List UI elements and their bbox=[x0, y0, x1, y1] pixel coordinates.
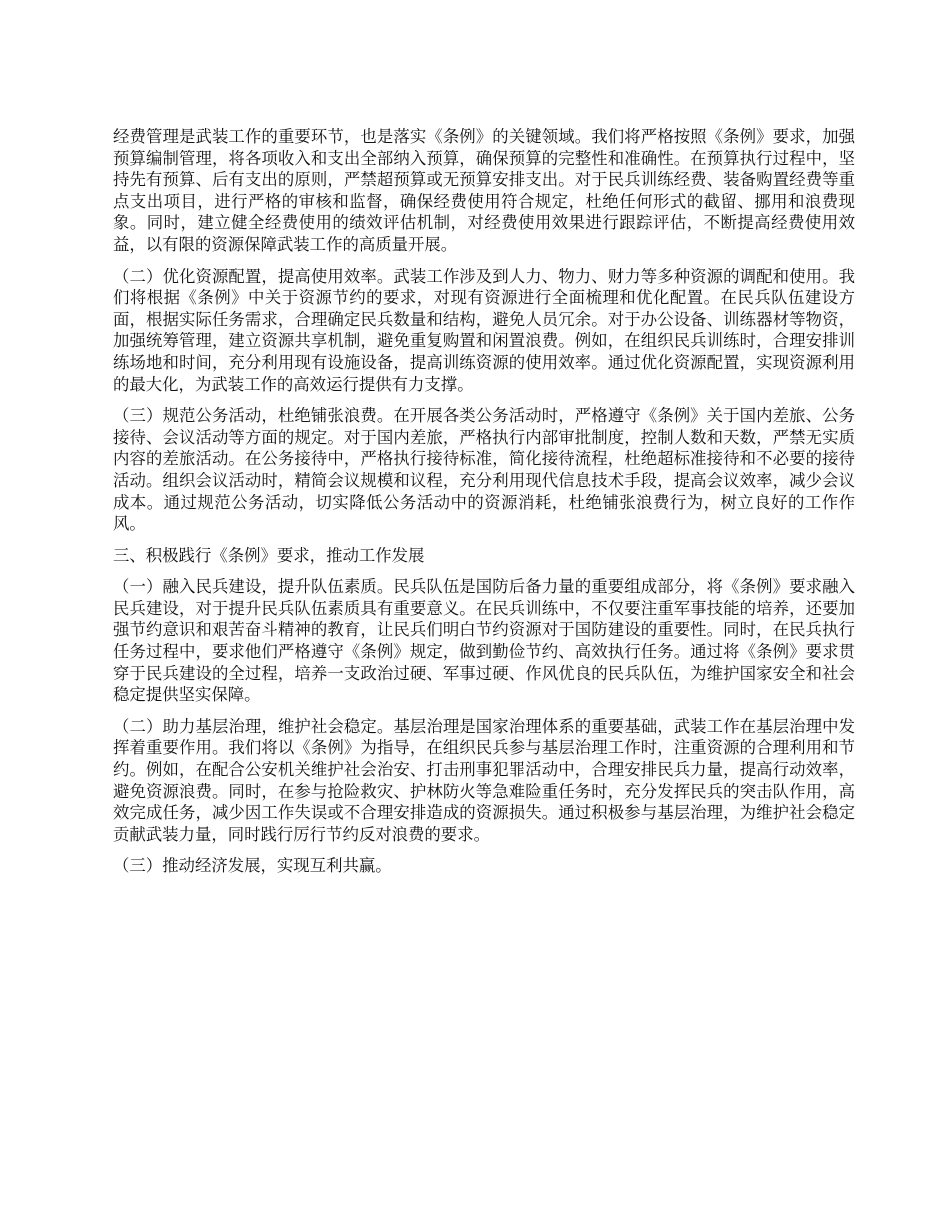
paragraph-militia-building: （一）融入民兵建设，提升队伍素质。民兵队伍是国防后备力量的重要组成部分，将《条例》要求融入民兵建设，对于提升民兵队伍素质具有重要意义。在民兵训练中，不仅要注重军事技能的培养，还要加强节约意识和艰苦奋斗精神的教育，让民兵们明白节约资源对于国防建设的重要性。同时，在民兵执行任务过程中，要求他们严格遵守《条例》规定，做到勤俭节约、高效执行任务。通过将《条例》要求贯穿于民兵建设的全过程，培养一支政治过硬、军事过硬、作风优良的民兵队伍，为维护国家安全和社会稳定提供坚实保障。 bbox=[113, 577, 855, 705]
paragraph-resource-allocation: （二）优化资源配置，提高使用效率。武装工作涉及到人力、物力、财力等多种资源的调配和使用。我们将根据《条例》中关于资源节约的要求，对现有资源进行全面梳理和优化配置。在民兵队伍建设方面，根据实际任务需求，合理确定民兵数量和结构，避免人员冗余。对于办公设备、训练器材等物资，加强统筹管理，建立资源共享机制，避免重复购置和闲置浪费。例如，在组织民兵训练时，合理安排训练场地和时间，充分利用现有设施设备，提高训练资源的使用效率。通过优化资源配置，实现资源利用的最大化，为武装工作的高效运行提供有力支撑。 bbox=[113, 266, 855, 394]
section-heading-3: 三、积极践行《条例》要求，推动工作发展 bbox=[113, 545, 425, 565]
paragraph-official-activities: （三）规范公务活动，杜绝铺张浪费。在开展各类公务活动时，严格遵守《条例》关于国内差旅、公务接待、会议活动等方面的规定。对于国内差旅，严格执行内部审批制度，控制人数和天数，严禁无实质内容的差旅活动。在公务接待中，严格执行接待标准，简化接待流程，杜绝超标准接待和不必要的接待活动。组织会议活动时，精简会议规模和议程，充分利用现代信息技术手段，提高会议效率，减少会议成本。通过规范公务活动，切实降低公务活动中的资源消耗，杜绝铺张浪费行为，树立良好的工作作风。 bbox=[113, 406, 855, 534]
paragraph-grassroots-governance: （二）助力基层治理，维护社会稳定。基层治理是国家治理体系的重要基础，武装工作在基层治理中发挥着重要作用。我们将以《条例》为指导，在组织民兵参与基层治理工作时，注重资源的合理利用和节约。例如，在配合公安机关维护社会治安、打击刑事犯罪活动中，合理安排民兵力量，提高行动效率，避免资源浪费。同时，在参与抢险救灾、护林防火等急难险重任务时，充分发挥民兵的突击队作用，高效完成任务，减少因工作失误或不合理安排造成的资源损失。通过积极参与基层治理，为维护社会稳定贡献武装力量，同时践行厉行节约反对浪费的要求。 bbox=[113, 716, 855, 844]
document-page bbox=[113, 126, 855, 887]
paragraph-budget-management: 经费管理是武装工作的重要环节，也是落实《条例》的关键领域。我们将严格按照《条例》要求，加强预算编制管理，将各项收入和支出全部纳入预算，确保预算的完整性和准确性。在预算执行过程中，坚持先有预算、后有支出的原则，严禁超预算或无预算安排支出。对于民兵训练经费、装备购置经费等重点支出项目，进行严格的审核和监督，确保经费使用符合规定，杜绝任何形式的截留、挪用和浪费现象。同时，建立健全经费使用的绩效评估机制，对经费使用效果进行跟踪评估，不断提高经费使用效益，以有限的资源保障武装工作的高质量开展。 bbox=[113, 127, 855, 254]
paragraph-economic-development: （三）推动经济发展，实现互利共赢。 bbox=[113, 856, 392, 876]
